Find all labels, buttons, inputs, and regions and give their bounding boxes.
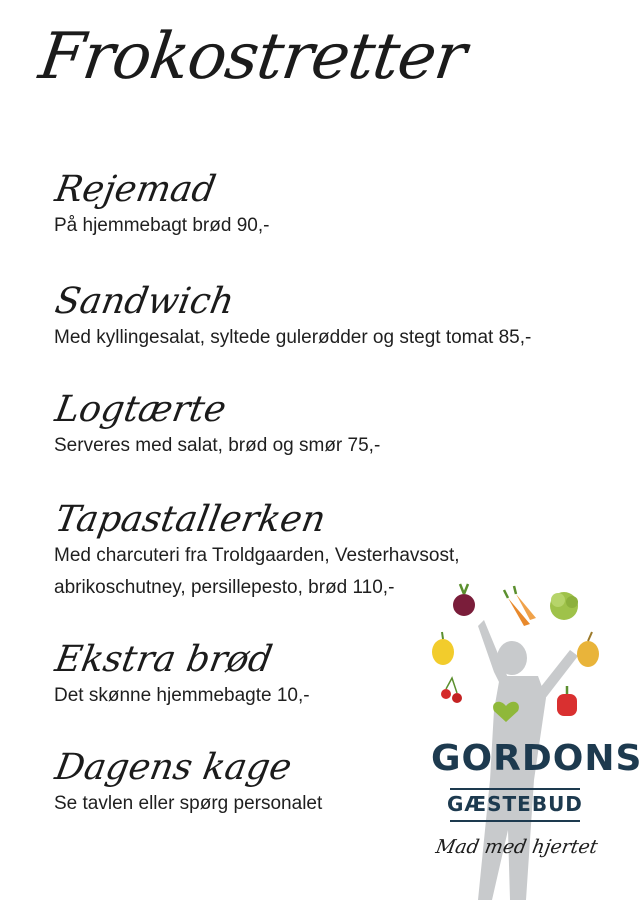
item-description: På hjemmebagt brød 90,- <box>54 215 270 236</box>
item-name: Tapastallerken <box>52 499 329 540</box>
item-name: Rejemad <box>52 169 219 210</box>
item-name: Sandwich <box>52 281 238 322</box>
page-title: Frokostretter <box>34 20 470 94</box>
brand-divider-bottom <box>450 820 580 822</box>
brand-divider-top <box>450 788 580 790</box>
item-description: Serveres med salat, brød og smør 75,- <box>54 435 381 456</box>
cherries-icon <box>441 678 462 703</box>
lettuce-icon <box>550 592 578 620</box>
item-name: Dagens kage <box>52 747 295 788</box>
item-description: Med charcuteri fra Troldgaarden, Vesterhavsost, <box>54 545 460 566</box>
brand-subtitle: GÆSTEBUD <box>447 792 583 816</box>
menu-item-logtaerte <box>54 390 380 462</box>
menu-item-sandwich <box>54 282 531 354</box>
menu-item-rejemad <box>54 170 269 242</box>
gordons-logo <box>420 580 642 900</box>
item-description: Med kyllingesalat, syltede gulerødder og stegt tomat 85,- <box>54 327 532 348</box>
lemon-icon <box>432 632 454 665</box>
menu-item-tapastallerken <box>54 500 460 604</box>
item-description: Se tavlen eller spørg personalet <box>54 793 323 814</box>
pepper-icon <box>557 686 577 716</box>
item-description: Det skønne hjemmebagte 10,- <box>54 685 310 706</box>
brand-name: GORDONS <box>431 738 642 779</box>
item-name: Ekstra brød <box>52 639 276 680</box>
brand-tagline: Mad med hjertet <box>434 836 600 858</box>
item-name: Logtærte <box>52 389 230 430</box>
item-description: abrikoschutney, persillepesto, brød 110,- <box>54 577 395 598</box>
menu-item-dagens-kage <box>54 748 322 820</box>
onion-icon <box>577 632 599 667</box>
carrot-icon <box>504 586 536 626</box>
beet-icon <box>453 584 475 616</box>
menu-item-ekstra-brod <box>54 640 310 712</box>
